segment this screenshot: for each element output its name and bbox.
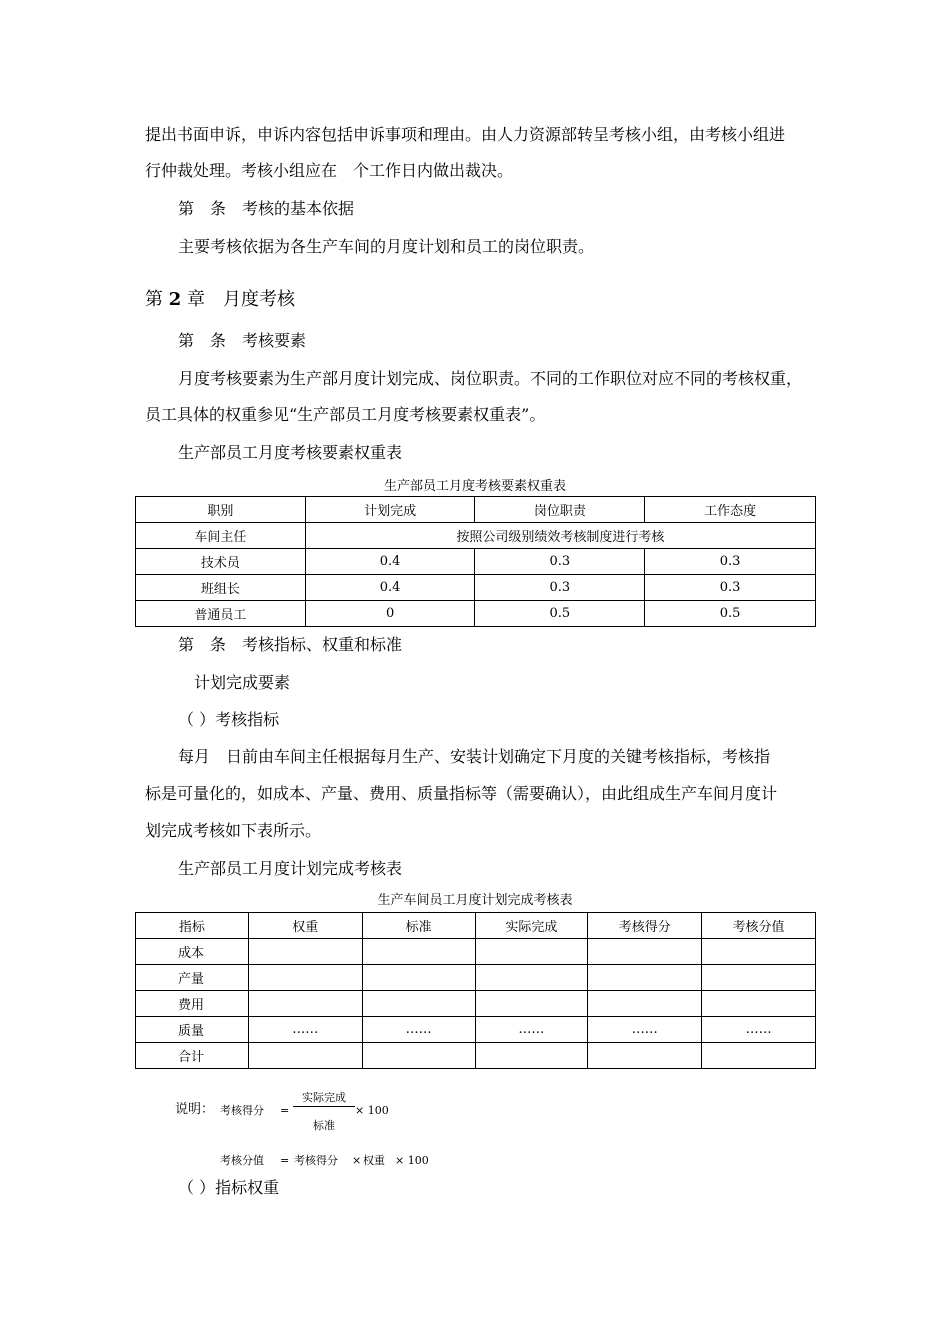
- merged-note-cell: 按照公司级别绩效考核制度进行考核: [305, 523, 815, 549]
- table-row: [136, 1017, 816, 1043]
- empty-cell: [248, 939, 362, 965]
- plan-elements-heading: 计划完成要素: [194, 673, 291, 692]
- formula-times: ×: [352, 1154, 362, 1167]
- monthly-text-line2: 标是可量化的，如成本、产量、费用、质量指标等（需要确认），由此组成生产车间月度计: [145, 784, 778, 803]
- header-cell: 职别: [136, 497, 306, 523]
- header-cell: 考核得分: [588, 913, 702, 939]
- role-cell: 普通员工: [136, 601, 306, 627]
- table-header-row: [136, 913, 816, 939]
- ellipsis-cell: ……: [475, 1017, 588, 1043]
- formula-weight: 权重: [363, 1154, 385, 1167]
- table-row: [136, 965, 816, 991]
- empty-cell: [362, 965, 475, 991]
- elements-text-line1: 月度考核要素为生产部月度计划完成、岗位职责。不同的工作职位对应不同的考核权重，: [178, 369, 803, 388]
- empty-cell: [362, 939, 475, 965]
- formula-times-100: × 100: [355, 1104, 389, 1117]
- table-row: [136, 1043, 816, 1069]
- table-row: [136, 523, 816, 549]
- monthly-text-line3: 划完成考核如下表所示。: [145, 821, 322, 840]
- header-cell: 指标: [136, 913, 249, 939]
- elements-text-line2: 员工具体的权重参见“生产部员工月度考核要素权重表”。: [145, 405, 546, 424]
- article-indicators-heading: 第 条 考核指标、权重和标准: [178, 635, 403, 654]
- role-cell: 技术员: [136, 549, 306, 575]
- formula-equals-2: =: [280, 1154, 290, 1167]
- weight-table: [135, 496, 816, 627]
- value-cell: 0.5: [475, 601, 645, 627]
- chapter-prefix: 第: [145, 289, 163, 310]
- header-cell: 权重: [248, 913, 362, 939]
- sub-indicators-heading: （ ）考核指标: [178, 710, 280, 729]
- role-cell: 车间主任: [136, 523, 306, 549]
- chapter-title: 章 月度考核: [187, 289, 295, 310]
- empty-cell: [588, 991, 702, 1017]
- table1-heading: 生产部员工月度考核要素权重表: [178, 443, 403, 462]
- empty-cell: [475, 991, 588, 1017]
- value-cell: 0.4: [305, 549, 475, 575]
- empty-cell: [248, 1043, 362, 1069]
- article-basis-heading: 第 条 考核的基本依据: [178, 199, 355, 218]
- table-row: [136, 601, 816, 627]
- table-row: [136, 939, 816, 965]
- formula-numerator: 实际完成: [302, 1091, 346, 1104]
- role-cell: 班组长: [136, 575, 306, 601]
- formula-equals: =: [280, 1104, 290, 1117]
- ellipsis-cell: ……: [588, 1017, 702, 1043]
- table2-caption: 生产车间员工月度计划完成考核表: [377, 893, 573, 908]
- empty-cell: [475, 1043, 588, 1069]
- indicator-cell: 质量: [136, 1017, 249, 1043]
- formula-denominator: 标准: [313, 1119, 335, 1132]
- ellipsis-cell: ……: [362, 1017, 475, 1043]
- value-cell: 0.3: [645, 549, 816, 575]
- paragraph-appeal-line1: 提出书面申诉，申诉内容包括申诉事项和理由。由人力资源部转呈考核小组，由考核小组进: [145, 125, 786, 144]
- formula-times-100b: × 100: [395, 1154, 429, 1167]
- empty-cell: [702, 965, 816, 991]
- basis-text: 主要考核依据为各生产车间的月度计划和员工的岗位职责。: [178, 237, 595, 256]
- empty-cell: [588, 1043, 702, 1069]
- empty-cell: [248, 991, 362, 1017]
- value-cell: 0.3: [475, 575, 645, 601]
- empty-cell: [362, 991, 475, 1017]
- empty-cell: [475, 965, 588, 991]
- table2-heading: 生产部员工月度计划完成考核表: [178, 859, 403, 878]
- empty-cell: [362, 1043, 475, 1069]
- formula-score-ref: 考核得分: [294, 1154, 338, 1167]
- formula-label: 说明：: [175, 1102, 215, 1117]
- fraction-bar: [293, 1106, 355, 1107]
- header-cell: 计划完成: [305, 497, 475, 523]
- empty-cell: [248, 965, 362, 991]
- table-row: [136, 575, 816, 601]
- ellipsis-cell: ……: [702, 1017, 816, 1043]
- indicator-cell: 产量: [136, 965, 249, 991]
- indicator-cell: 合计: [136, 1043, 249, 1069]
- plan-completion-table: [135, 912, 816, 1069]
- formula-score-name: 考核得分: [220, 1104, 264, 1117]
- value-cell: 0.5: [645, 601, 816, 627]
- empty-cell: [588, 939, 702, 965]
- indicator-cell: 费用: [136, 991, 249, 1017]
- table1-caption: 生产部员工月度考核要素权重表: [383, 479, 566, 494]
- header-cell: 岗位职责: [475, 497, 645, 523]
- empty-cell: [702, 991, 816, 1017]
- table-row: [136, 549, 816, 575]
- value-cell: 0.3: [475, 549, 645, 575]
- header-cell: 实际完成: [475, 913, 588, 939]
- empty-cell: [475, 939, 588, 965]
- header-cell: 考核分值: [702, 913, 816, 939]
- header-cell: 标准: [362, 913, 475, 939]
- empty-cell: [588, 965, 702, 991]
- formula-value-name: 考核分值: [220, 1154, 264, 1167]
- table-header-row: [136, 497, 816, 523]
- paragraph-appeal-line2: 行仲裁处理。考核小组应在 个工作日内做出裁决。: [145, 161, 514, 180]
- value-cell: 0.4: [305, 575, 475, 601]
- monthly-text-line1: 每月 日前由车间主任根据每月生产、安装计划确定下月度的关键考核指标，考核指: [178, 747, 771, 766]
- article-elements-heading: 第 条 考核要素: [178, 331, 307, 350]
- chapter-heading: [145, 289, 295, 311]
- value-cell: 0: [305, 601, 475, 627]
- ellipsis-cell: ……: [248, 1017, 362, 1043]
- empty-cell: [702, 939, 816, 965]
- value-cell: 0.3: [645, 575, 816, 601]
- sub-weights-heading: （ ）指标权重: [178, 1178, 280, 1197]
- empty-cell: [702, 1043, 816, 1069]
- indicator-cell: 成本: [136, 939, 249, 965]
- header-cell: 工作态度: [645, 497, 816, 523]
- table-row: [136, 991, 816, 1017]
- chapter-number: 2: [168, 289, 182, 310]
